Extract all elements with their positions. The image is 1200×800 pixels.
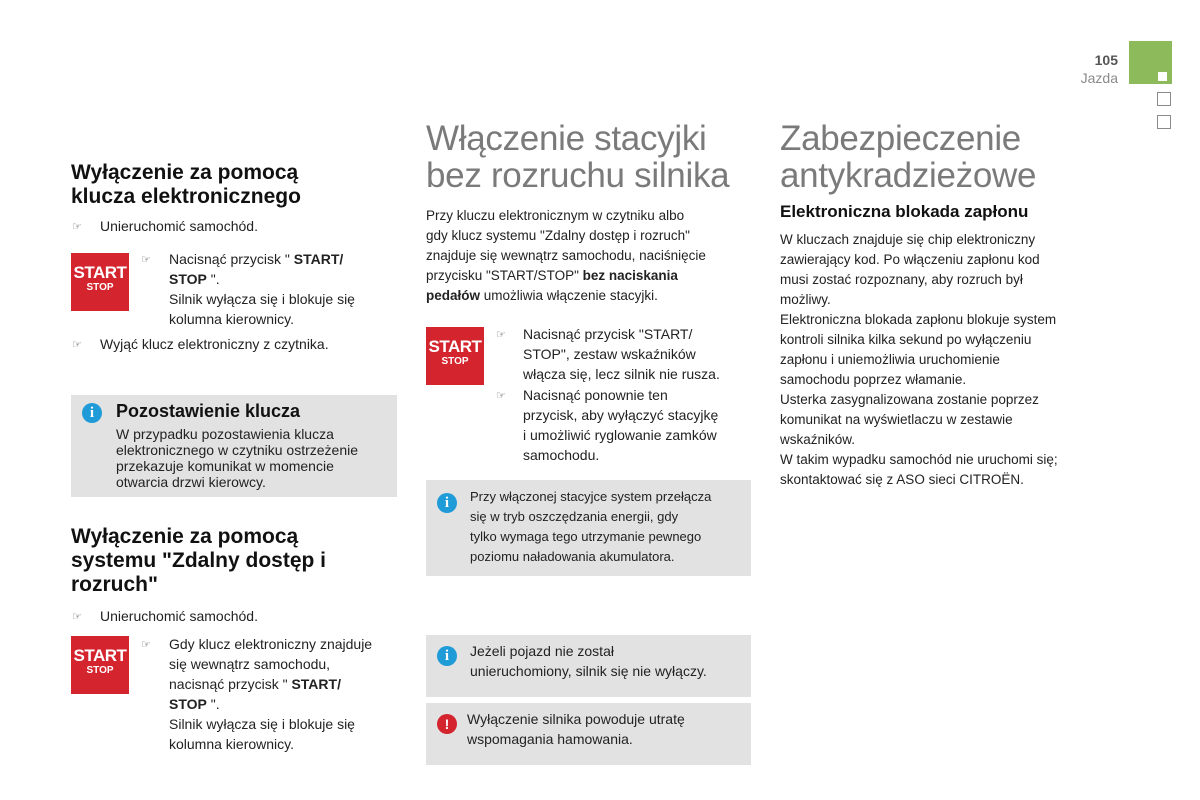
paragraph-line: wskaźników. [780,432,856,447]
tab-marker [1158,72,1167,81]
info-icon: i [437,646,457,666]
hand-pointer-icon: ☞ [141,254,151,266]
info-icon: i [82,403,102,423]
paragraph-line: W takim wypadku samochód nie uruchomi się; [780,452,1058,467]
step-text: Gdy klucz elektroniczny znajduje się wewnątrz samochodu, nacisnąć przycisk " START/ STOP ". Silnik wyłącza się i blokuje się kolumna kierownicy. [169,636,373,752]
info-text: Przy włączonej stacyjce system przełącza się w tryb oszczędzania energii, gdy tylko wymaga tego utrzymanie pewnego poziomu naładowania akumulatora. [470,489,712,564]
hand-pointer-icon: ☞ [72,611,82,623]
step-text: Unieruchomić samochód. [100,608,258,624]
paragraph-line: kontroli silnika kilka sekund po wyłączeniu [780,332,1032,347]
info-box [426,480,751,576]
paragraph-line: komunikat na wyświetlaczu w zestawie [780,412,1013,427]
info-box [426,635,751,697]
hand-pointer-icon: ☞ [141,639,151,651]
warning-text: Wyłączenie silnika powoduje utratę wspomagania hamowania. [467,711,685,747]
paragraph-line: samochodu poprzez włamanie. [780,372,967,387]
info-title: Pozostawienie klucza [116,401,301,421]
page-number: 105 [1094,52,1118,68]
paragraph-line: W kluczach znajduje się chip elektroniczny [780,232,1036,247]
paragraph-line: zapłonu i uniemożliwia uruchomienie [780,352,1000,367]
hand-pointer-icon: ☞ [496,390,506,402]
section-title-key: Wyłączenie za pomocą klucza elektronicznego [71,161,301,208]
antitheft-paragraph [780,230,1058,490]
chapter-tab[interactable] [1157,115,1171,129]
paragraph-line: Elektroniczna blokada zapłonu blokuje system [780,312,1057,327]
section-title-antitheft: Zabezpieczenie antykradzieżowe [780,119,1037,195]
warning-icon: ! [437,714,457,734]
paragraph-line: skontaktować się z ASO sieci CITROËN. [780,472,1024,487]
hand-pointer-icon: ☞ [72,221,82,233]
step-text: Nacisnąć ponownie ten przycisk, aby wyłączyć stacyjkę i umożliwić ryglowanie zamków samochodu. [523,387,719,463]
info-text: W przypadku pozostawienia klucza elektronicznego w czytniku ostrzeżenie przekazuje komunikat w momencie otwarcia drzwi kierowcy. [116,426,359,490]
paragraph-line: Usterka zasygnalizowana zostanie poprzez [780,392,1039,407]
start-stop-button-icon: START STOP [71,253,129,311]
chapter-tab[interactable] [1157,92,1171,106]
ignition-paragraph: Przy kluczu elektronicznym w czytniku albo gdy klucz systemu "Zdalny dostęp i rozruch" znajduje się wewnątrz samochodu, naciśnięcie przycisku "START/STOP" bez naciskania pedałów umożliwia włączenie stacyjki. [426,208,706,303]
step-text: Wyjąć klucz elektroniczny z czytnika. [100,336,329,352]
chapter-tab-active[interactable] [1129,41,1172,84]
hand-pointer-icon: ☞ [72,339,82,351]
section-title-remote: Wyłączenie za pomocą systemu "Zdalny dostęp i rozruch" [71,525,327,596]
info-icon: i [437,493,457,513]
start-stop-button-icon: START STOP [426,327,484,385]
paragraph-line: możliwy. [780,292,831,307]
step-text: Nacisnąć przycisk " START/ STOP ". Silnik wyłącza się i blokuje się kolumna kierownicy. [169,251,355,327]
warning-box [426,703,751,765]
paragraph-line: musi zostać rozpoznany, aby rozruch był [780,272,1023,287]
subsection-title: Elektroniczna blokada zapłonu [780,202,1029,221]
info-box [71,395,397,497]
step-text: Unieruchomić samochód. [100,218,258,234]
paragraph-line: zawierający kod. Po włączeniu zapłonu kod [780,252,1040,267]
step-text: Nacisnąć przycisk "START/ STOP", zestaw wskaźników włącza się, lecz silnik nie rusza. [523,326,720,382]
section-name: Jazda [1080,70,1118,86]
hand-pointer-icon: ☞ [496,329,506,341]
info-text: Jeżeli pojazd nie został unieruchomiony, silnik się nie wyłączy. [470,643,707,679]
section-title-ignition: Włączenie stacyjki bez rozruchu silnika [426,119,730,195]
start-stop-button-icon: START STOP [71,636,129,694]
